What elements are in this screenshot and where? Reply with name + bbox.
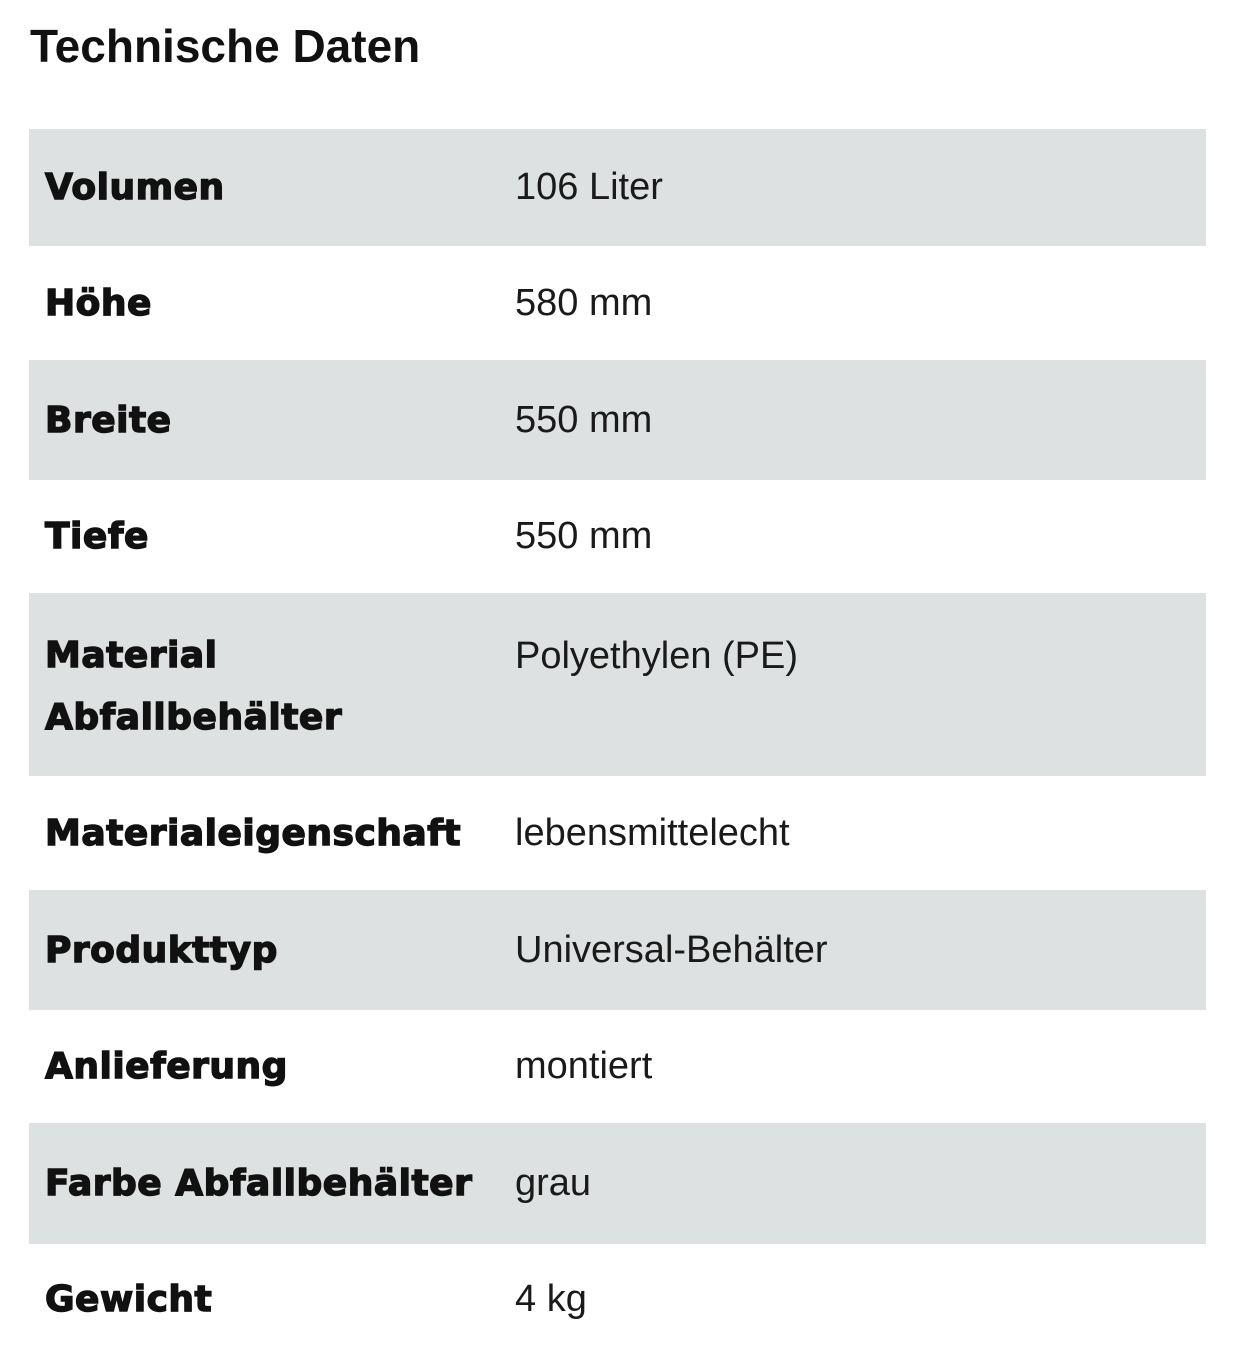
spec-table — [29, 129, 1206, 1354]
spec-row-tiefe — [29, 480, 1206, 593]
spec-value: 106 Liter — [515, 166, 663, 208]
spec-row-hoehe — [29, 246, 1206, 360]
spec-key: Höhe — [45, 282, 152, 324]
spec-key: Material Abfallbehälter — [45, 635, 343, 738]
spec-key: Gewicht — [45, 1278, 213, 1320]
spec-row-produkttyp — [29, 890, 1206, 1010]
spec-key: Anlieferung — [45, 1046, 288, 1087]
spec-key: Farbe Abfallbehälter — [45, 1163, 473, 1204]
spec-value: 550 mm — [515, 515, 653, 557]
spec-key: Breite — [45, 399, 172, 441]
spec-row-materialeigenschaft — [29, 776, 1206, 890]
spec-key: Volumen — [45, 167, 225, 208]
spec-row-anlieferung — [29, 1010, 1206, 1123]
spec-row-material — [29, 593, 1206, 776]
spec-row-breite — [29, 360, 1206, 480]
spec-value: montiert — [515, 1045, 653, 1087]
spec-value: 4 kg — [515, 1277, 587, 1320]
spec-row-farbe — [29, 1123, 1206, 1244]
spec-value: 580 mm — [515, 281, 653, 324]
spec-value: Universal-Behälter — [515, 928, 828, 971]
spec-value: 550 mm — [515, 398, 653, 441]
spec-value: lebensmittelecht — [515, 811, 790, 854]
spec-key: Produkttyp — [45, 929, 278, 971]
spec-value: Polyethylen (PE) — [515, 635, 799, 677]
spec-key: Materialeigenschaft — [45, 812, 462, 854]
spec-row-volumen — [29, 129, 1206, 246]
spec-key: Tiefe — [45, 516, 149, 557]
spec-value: grau — [515, 1162, 592, 1204]
spec-row-gewicht — [29, 1244, 1206, 1354]
page-title: Technische Daten — [30, 20, 421, 72]
